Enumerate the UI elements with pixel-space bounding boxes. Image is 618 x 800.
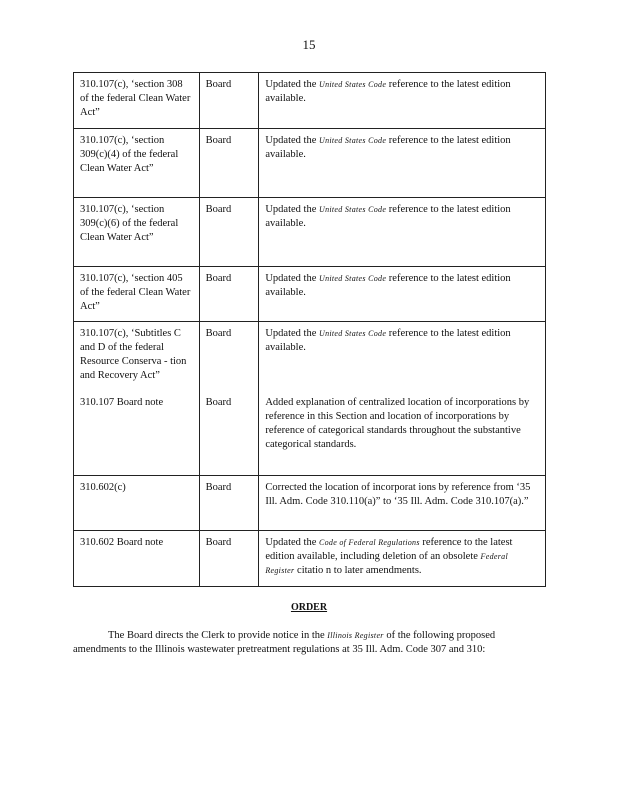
proposed-by-cell: Board (199, 476, 259, 531)
section-cell: 310.107(c), ‘section 309(c)(6) of the federal Clean Water Act” (74, 198, 200, 267)
proposed-by-cell: Board (199, 73, 259, 129)
sub-change-text: Added explanation of centralized location of incorporations by reference in this Section and location of incorporations by reference of categorical standards throughout the substantive categorical standards. (265, 397, 530, 450)
proposed-by-text: Board (205, 328, 232, 339)
change-cell: Updated the United States Code reference to the latest edition available. (259, 73, 546, 129)
page-number: 15 (302, 37, 316, 52)
section-cell: 310.107(c), ‘section 405 of the federal Clean Water Act” (74, 267, 200, 322)
change-cell: Updated the United States Code reference to the latest edition available. (259, 267, 546, 322)
change-text: Updated the United States Code reference to the latest edition available. (265, 328, 511, 353)
amendments-table (73, 72, 546, 587)
proposed-by-cell: Board (199, 531, 259, 587)
change-cell: Updated the Code of Federal Regulations reference to the latest edition available, including deletion of an obsolete Federal Register citatio n to later amendments. (259, 531, 546, 587)
table-row (74, 322, 546, 476)
order-paragraph: The Board directs the Clerk to provide notice in the Illinois Register of the following proposed amendments to the Illinois wastewater pretreatment regulations at 35 Ill. Adm. Code 307 and 310: (73, 630, 496, 655)
section-cell: 310.107(c), ‘section 308 of the federal Clean Water Act” (74, 73, 200, 129)
section-text: 310.107(c), ‘Subtitles C and D of the federal Resource Conserva - tion and Recovery Act” (80, 328, 187, 381)
table-row (74, 198, 546, 267)
proposed-by-cell: Board (199, 267, 259, 322)
proposed-by-cell: Board (199, 129, 259, 198)
change-cell: Updated the United States Code reference to the latest edition available. (259, 129, 546, 198)
sub-section-text: 310.107 Board note (80, 397, 164, 408)
proposed-by-cell (199, 322, 259, 476)
table-row (74, 129, 546, 198)
table-row (74, 73, 546, 129)
proposed-by-cell: Board (199, 198, 259, 267)
table-row (74, 531, 546, 587)
section-cell: 310.602(c) (74, 476, 200, 531)
order-heading: ORDER (290, 602, 328, 613)
change-cell: Updated the United States Code reference to the latest edition available. (259, 198, 546, 267)
table-row (74, 267, 546, 322)
change-cell (259, 322, 546, 476)
section-cell: 310.107(c), ‘section 309(c)(4) of the federal Clean Water Act” (74, 129, 200, 198)
table-row (74, 476, 546, 531)
change-cell: Corrected the location of incorporat ions by reference from ‘35 Ill. Adm. Code 310.110(a)” to ‘35 Ill. Adm. Code 310.107(a).” (259, 476, 546, 531)
section-cell: 310.602 Board note (74, 531, 200, 587)
section-cell (74, 322, 200, 476)
sub-proposed-by-text: Board (205, 397, 232, 408)
